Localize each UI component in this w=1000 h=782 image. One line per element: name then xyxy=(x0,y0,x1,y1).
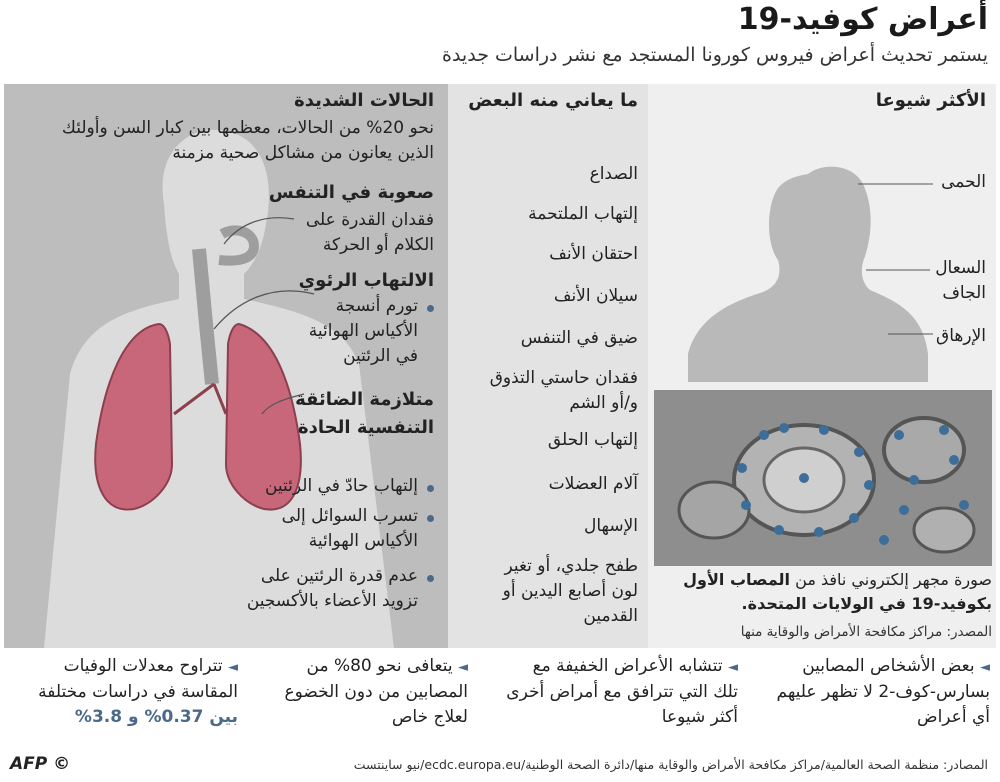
symptom-item: الإرهاق xyxy=(936,326,986,346)
triangle-icon: ◄ xyxy=(728,660,738,675)
image-caption xyxy=(656,568,992,616)
ards-item: عدم قدرة الرئتين على تزويد الأعضاء بالأكسجين xyxy=(246,566,418,611)
caption-text: صورة مجهر إلكتروني نافذ من xyxy=(790,570,992,589)
page-subtitle: يستمر تحديث أعراض فيروس كورونا المستجد مع نشر دراسات جديدة xyxy=(442,44,988,66)
page-title: أعراض كوفيد-19 xyxy=(737,2,988,37)
symptom-item: طفح جلدي، أو تغير لون أصابع اليدين أو القدمين xyxy=(502,556,638,626)
severe-heading: الحالات الشديدة xyxy=(294,90,434,111)
fact-text: تتشابه الأعراض الخفيفة مع تلك التي تترافق مع أمراض أخرى أكثر شيوعا xyxy=(506,656,738,727)
common-heading: الأكثر شيوعا xyxy=(875,90,986,111)
electron-microscope-image xyxy=(654,390,992,566)
fact-text: يتعافى نحو 80% من المصابين من دون الخضوع لعلاج خاص xyxy=(284,656,468,727)
triangle-icon: ◄ xyxy=(980,660,990,675)
bullet-dot xyxy=(427,515,434,522)
symptom-item: آلام العضلات xyxy=(548,474,638,494)
ards-heading: متلازمة الضائقة التنفسية الحادة xyxy=(295,389,434,438)
sources-line: المصادر: منظمة الصحة العالمية/مراكز مكافحة الأمراض والوقاية منها/دائرة الصحة الوطنية/ecdc.europa.eu/نيو ساينتست xyxy=(353,757,988,772)
some-symptoms-panel xyxy=(448,84,648,648)
symptom-item: الصداع xyxy=(589,164,638,184)
fact-item xyxy=(506,654,738,730)
breathing-difficulty-heading: صعوبة في التنفس xyxy=(268,182,434,203)
symptom-item: فقدان حاستي التذوق و/أو الشم xyxy=(489,368,638,413)
fact-text: تتراوح معدلات الوفيات المقاسة في دراسات مختلفة xyxy=(38,656,238,702)
image-source: المصدر: مراكز مكافحة الأمراض والوقاية منها xyxy=(740,624,992,640)
fact-item xyxy=(273,654,468,730)
symptom-item: الحمى xyxy=(941,172,986,192)
fact-item xyxy=(8,654,238,730)
bullet-dot xyxy=(427,485,434,492)
severe-cases-panel xyxy=(4,84,448,648)
caption-bold-text: المصاب الأول بكوفيد-19 في الولايات المتحدة. xyxy=(683,570,992,613)
fact-item xyxy=(768,654,990,730)
symptom-item: إلتهاب الحلق xyxy=(547,430,638,450)
death-rate-range: بين 0.37% و 3.8% xyxy=(74,707,238,727)
symptom-item: احتقان الأنف xyxy=(549,244,638,264)
bullet-dot xyxy=(427,305,434,312)
bottom-facts xyxy=(0,654,1000,746)
triangle-icon: ◄ xyxy=(228,660,238,675)
pneumonia-text: تورم أنسجة الأكياس الهوائية في الرئتين xyxy=(308,296,418,366)
ards-item: إلتهاب حادّ في الرئتين xyxy=(264,476,418,496)
some-heading: ما يعاني منه البعض xyxy=(468,90,638,111)
bullet-dot xyxy=(427,575,434,582)
severe-description: نحو 20% من الحالات، معظمها بين كبار السن وأولئك الذين يعانون من مشاكل صحية مزمنة xyxy=(61,118,434,163)
ards-item: تسرب السوائل إلى الأكياس الهوائية xyxy=(281,506,418,551)
symptom-item: السعال الجاف xyxy=(935,258,986,303)
symptom-item: إلتهاب الملتحمة xyxy=(528,204,638,224)
breathing-difficulty-text: فقدان القدرة على الكلام أو الحركة xyxy=(305,210,434,255)
triangle-icon: ◄ xyxy=(458,660,468,675)
symptom-item: الإسهال xyxy=(583,516,638,536)
fact-text: بعض الأشخاص المصابين بسارس-كوف-2 لا تظهر عليهم أي أعراض xyxy=(776,656,990,727)
symptom-item: سيلان الأنف xyxy=(553,286,638,306)
pneumonia-heading: الالتهاب الرئوي xyxy=(298,270,434,291)
afp-logo: © AFP xyxy=(10,754,71,774)
symptom-item: ضيق في التنفس xyxy=(520,328,638,348)
